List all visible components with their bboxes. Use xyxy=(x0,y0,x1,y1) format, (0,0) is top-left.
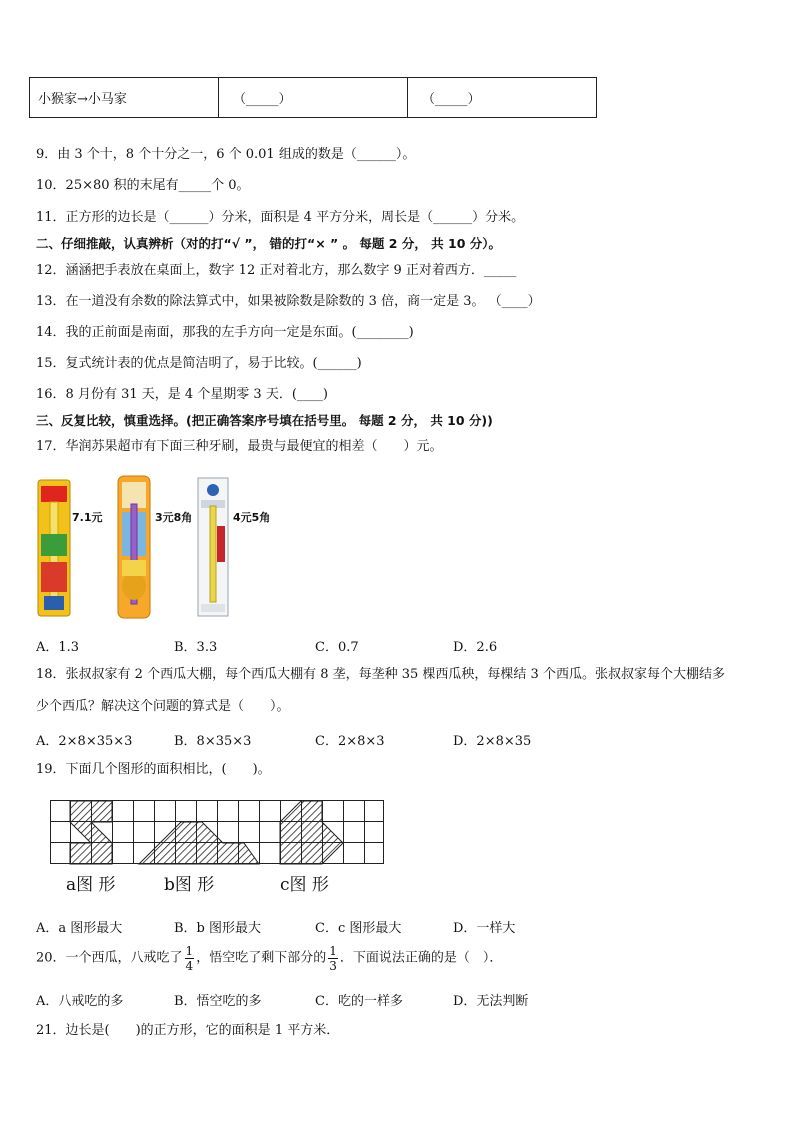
question-17: 17．华润苏果超市有下面三种牙刷，最贵与最便宜的相差（ ）元。 xyxy=(36,439,443,454)
q17-option-c[interactable]: C．0.7 xyxy=(315,640,359,655)
q18-option-d[interactable]: D．2×8×35 xyxy=(453,734,532,749)
question-18-line-2: 少个西瓜？解决这个问题的算式是（ ）。 xyxy=(36,699,290,714)
price-label-2: 3元8角 xyxy=(155,511,193,524)
question-18-line-1: 18．张叔叔家有 2 个西瓜大棚，每个西瓜大棚有 8 垄，每垄种 35 棵西瓜秧，每棵结 3 个西瓜。张叔叔家每个大棚结多 xyxy=(36,667,725,682)
figure-label-c: c图 形 xyxy=(280,875,329,895)
fraction-one-quarter: $\frac{1}{4}$ xyxy=(185,944,194,973)
q19-option-c[interactable]: C．c 图形最大 xyxy=(315,921,402,936)
table-cell-blank[interactable]: （_____） xyxy=(422,92,481,107)
table-cell-route: 小猴家→小马家 xyxy=(30,78,219,117)
q20-option-c[interactable]: C．吃的一样多 xyxy=(315,994,403,1009)
question-10: 10．25×80 积的末尾有_____个 0。 xyxy=(36,178,250,193)
question-21: 21．边长是( )的正方形，它的面积是 1 平方米． xyxy=(36,1023,340,1038)
q17-option-b[interactable]: B．3.3 xyxy=(174,640,218,655)
question-12: 12．涵涵把手表放在桌面上，数字 12 正对着北方，那么数字 9 正对着西方．_____ xyxy=(36,263,517,278)
answer-table xyxy=(29,77,597,118)
price-label-1: 7.1元 xyxy=(72,511,103,524)
question-19: 19．下面几个图形的面积相比，( )。 xyxy=(36,762,271,777)
question-11: 11．正方形的边长是（______）分米，面积是 4 平方分米，周长是（______）分米。 xyxy=(36,210,525,225)
question-16: 16．8 月份有 31 天，是 4 个星期零 3 天．(____) xyxy=(36,387,328,402)
section-heading-3: 三、反复比较，慎重选择。(把正确答案序号填在括号里。 每题 2 分， 共 10 分)) xyxy=(36,413,493,428)
q20-option-b[interactable]: B．悟空吃的多 xyxy=(174,994,262,1009)
question-9: 9．由 3 个十，8 个十分之一，6 个 0.01 组成的数是（______）。 xyxy=(36,147,416,162)
q18-option-b[interactable]: B．8×35×3 xyxy=(174,734,252,749)
q17-option-a[interactable]: A．1.3 xyxy=(36,640,80,655)
question-15: 15．复式统计表的优点是简洁明了，易于比较。(______) xyxy=(36,356,362,371)
price-label-3: 4元5角 xyxy=(233,511,271,524)
q19-option-b[interactable]: B．b 图形最大 xyxy=(174,921,262,936)
q17-option-d[interactable]: D．2.6 xyxy=(453,640,498,655)
figure-label-a: a图 形 xyxy=(66,875,116,895)
area-comparison-figure xyxy=(50,800,384,872)
toothbrush-image-3 xyxy=(196,476,230,622)
q18-option-c[interactable]: C．2×8×3 xyxy=(315,734,385,749)
question-13: 13．在一道没有余数的除法算式中，如果被除数是除数的 3 倍，商一定是 3。 （____） xyxy=(36,294,541,309)
section-heading-2: 二、仔细推敲，认真辨析（对的打“√ ”， 错的打“× ” 。 每题 2 分， 共 10 分）。 xyxy=(36,236,502,251)
q20-option-d[interactable]: D．无法判断 xyxy=(453,994,529,1009)
q18-option-a[interactable]: A．2×8×35×3 xyxy=(36,734,133,749)
toothbrush-image-1 xyxy=(36,478,72,622)
q20-option-a[interactable]: A．八戒吃的多 xyxy=(36,994,124,1009)
toothbrush-image-2 xyxy=(114,474,154,624)
figure-label-b: b图 形 xyxy=(164,875,215,895)
q19-option-a[interactable]: A．a 图形最大 xyxy=(36,921,123,936)
question-14: 14．我的正前面是南面，那我的左手方向一定是东面。(________) xyxy=(36,325,414,340)
question-20: 20．一个西瓜，八戒吃了 $\frac{1}{4}$ ，悟空吃了剩下部分的 $\frac{1}{3}$ ．下面说法正确的是（ ）． xyxy=(36,944,503,973)
table-cell-blank[interactable]: （_____） xyxy=(219,78,408,117)
fraction-one-third: $\frac{1}{3}$ xyxy=(329,944,337,973)
q19-option-d[interactable]: D．一样大 xyxy=(453,921,516,936)
shape-c xyxy=(280,801,343,864)
